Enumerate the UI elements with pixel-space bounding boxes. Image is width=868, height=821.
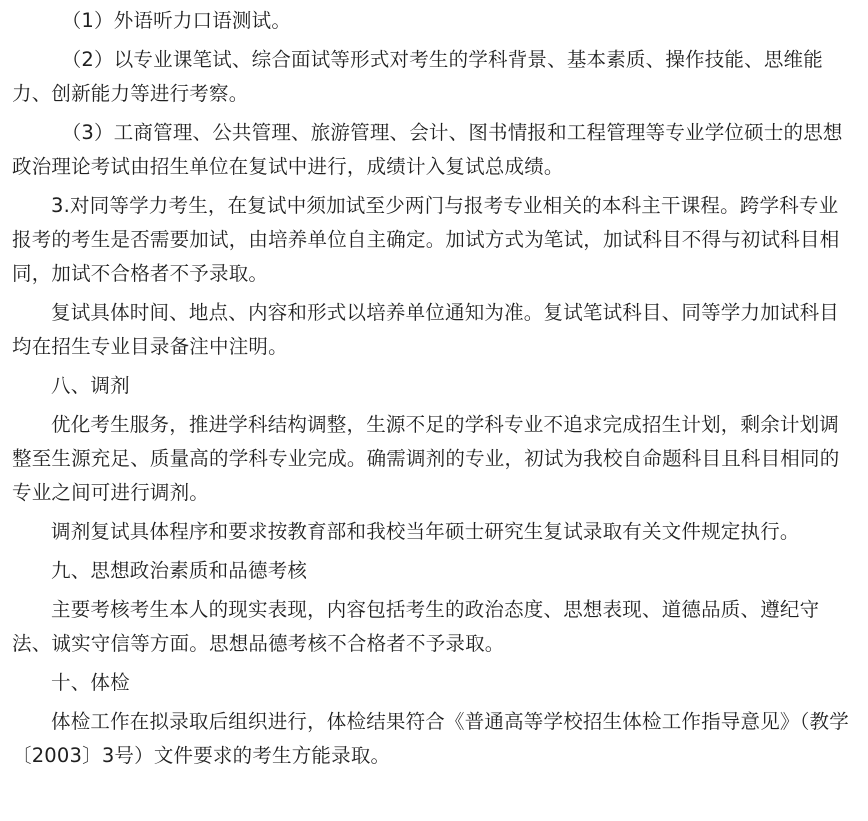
section-heading-moral-assessment: 九、思想政治素质和品德考核 xyxy=(51,559,308,582)
section-heading-medical-exam: 十、体检 xyxy=(51,671,130,694)
section-heading-adjustment: 八、调剂 xyxy=(51,374,130,397)
paragraph-adjustment-policy: 优化考生服务，推进学科结构调整，生源不足的学科专业不追求完成招生计划，剩余计划调整至生源充足、质量高的学科专业完成。确需调剂的专业，初试为我校自命题科目且科目相同的专业之间可进行调剂。 xyxy=(12,413,840,504)
paragraph-moral-assessment: 主要考核考生本人的现实表现，内容包括考生的政治态度、思想表现、道德品质、遵纪守法、诚实守信等方面。思想品德考核不合格者不予录取。 xyxy=(12,598,820,655)
paragraph-political-exam: （3）工商管理、公共管理、旅游管理、会计、图书情报和工程管理等专业学位硕士的思想政治理论考试由招生单位在复试中进行，成绩计入复试总成绩。 xyxy=(12,121,843,178)
paragraph-retest-schedule: 复试具体时间、地点、内容和形式以培养单位通知为准。复试笔试科目、同等学力加试科目均在招生专业目录备注中注明。 xyxy=(12,301,840,358)
paragraph-medical-exam: 体检工作在拟录取后组织进行，体检结果符合《普通高等学校招生体检工作指导意见》（教学〔2003〕3号）文件要求的考生方能录取。 xyxy=(12,710,849,767)
paragraph-equivalent-candidates: 3.对同等学力考生，在复试中须加试至少两门与报考专业相关的本科主干课程。跨学科专业报考的考生是否需要加试，由培养单位自主确定。加试方式为笔试，加试科目不得与初试科目相同，加试不合格者不予录取。 xyxy=(12,194,840,285)
paragraph-adjustment-procedure: 调剂复试具体程序和要求按教育部和我校当年硕士研究生复试录取有关文件规定执行。 xyxy=(51,520,800,543)
paragraph-written-interview: （2）以专业课笔试、综合面试等形式对考生的学科背景、基本素质、操作技能、思维能力、创新能力等进行考察。 xyxy=(12,48,823,105)
paragraph-listening-test: （1）外语听力口语测试。 xyxy=(61,9,292,32)
